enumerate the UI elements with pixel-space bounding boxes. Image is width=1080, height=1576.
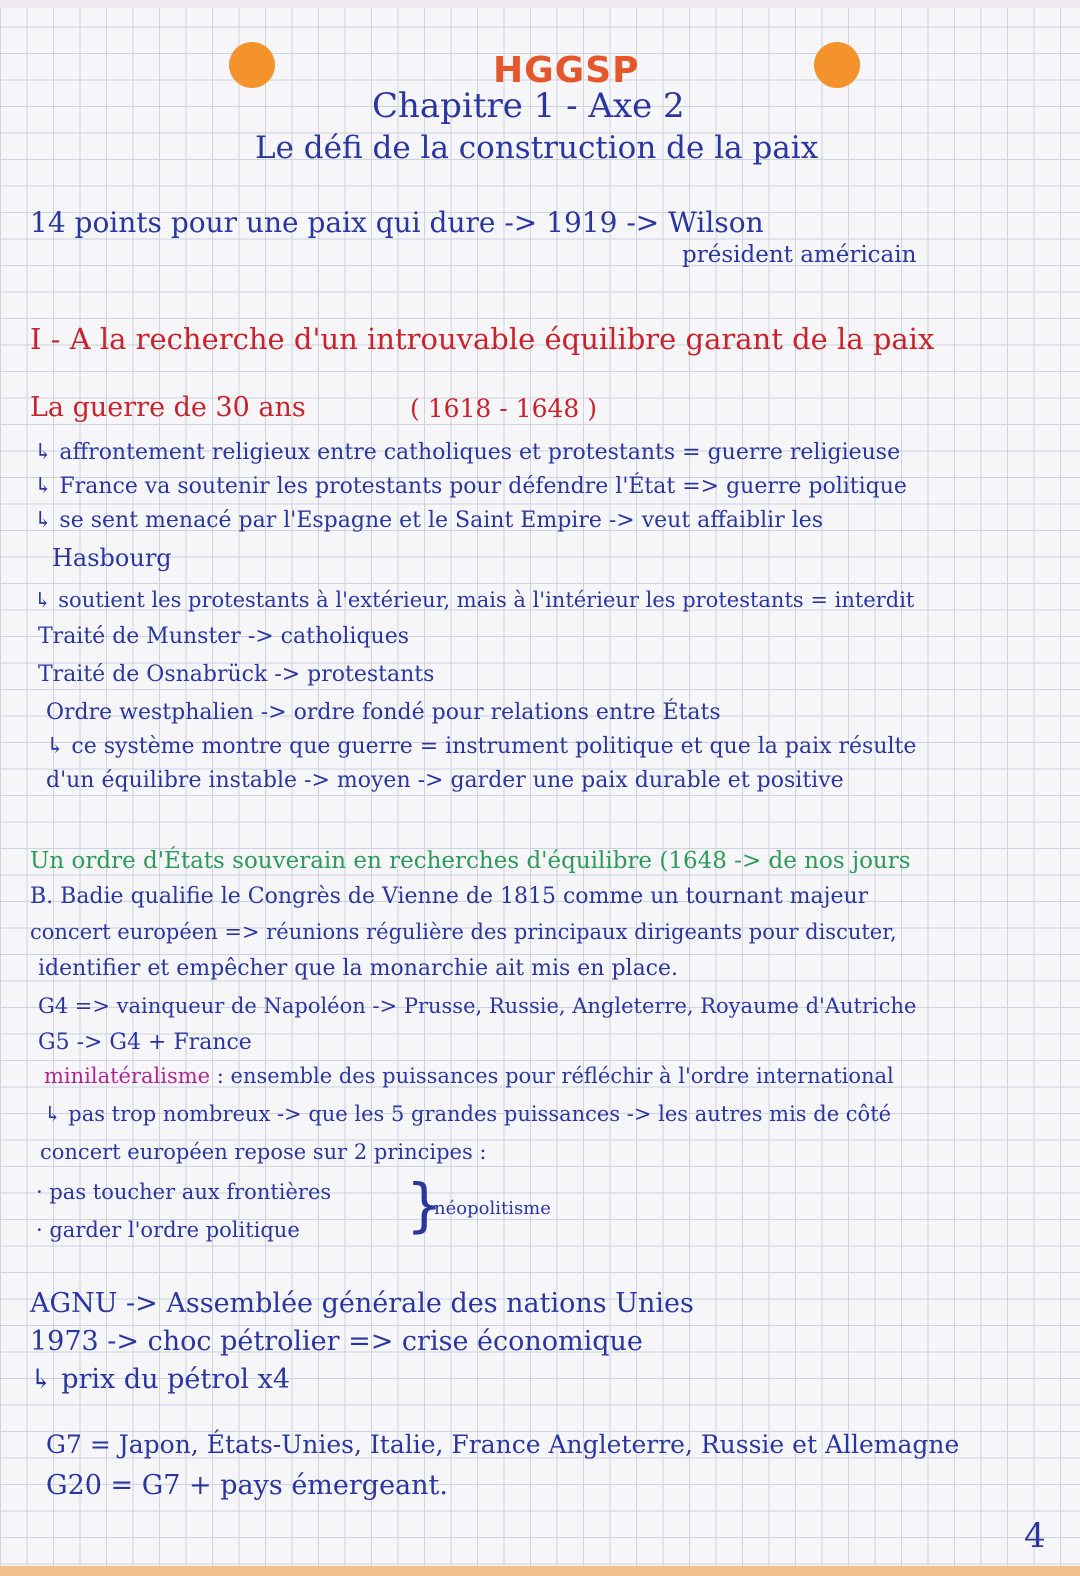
guerre-30-line-8: Ordre westphalien -> ordre fondé pour relations entre États — [46, 700, 721, 725]
guerre-30-line-7: Traité de Osnabrück -> protestants — [38, 662, 435, 687]
intro-line-2: président américain — [682, 242, 917, 268]
g7-line: G7 = Japon, États-Unies, Italie, France Angleterre, Russie et Allemagne — [46, 1430, 960, 1459]
page-top-edge — [0, 0, 1080, 8]
principle-2: · garder l'ordre politique — [36, 1218, 300, 1242]
guerre-30-dates: ( 1618 - 1648 ) — [410, 394, 597, 423]
chapter-title: Chapitre 1 - Axe 2 — [372, 86, 685, 126]
ordre-line-7: concert européen repose sur 2 principes : — [40, 1140, 487, 1164]
binder-hole-right — [814, 42, 860, 88]
ordre-line-2: concert européen => réunions régulière des principaux dirigeants pour discuter, — [30, 920, 897, 944]
ordre-line-5: G5 -> G4 + France — [38, 1030, 252, 1055]
minilateralisme-definition: : ensemble des puissances pour réfléchir à l'ordre international — [216, 1064, 894, 1088]
page-title: Le défi de la construction de la paix — [255, 130, 819, 166]
agnu-line: AGNU -> Assemblée générale des nations Unies — [30, 1288, 694, 1319]
intro-line-1: 14 points pour une paix qui dure -> 1919 -> Wilson — [30, 206, 764, 239]
choc-petrolier-line: 1973 -> choc pétrolier => crise économique — [30, 1326, 643, 1357]
binder-hole-left — [229, 42, 275, 88]
prix-petrol-line: ↳ prix du pétrol x4 — [30, 1364, 290, 1395]
page-number: 4 — [1024, 1516, 1046, 1556]
guerre-30-line-9: ↳ ce système montre que guerre = instrument politique et que la paix résulte — [46, 734, 917, 759]
minilateralisme-term: minilatéralisme — [44, 1064, 211, 1088]
principle-1: · pas toucher aux frontières — [36, 1180, 332, 1204]
guerre-30-line-6: Traité de Munster -> catholiques — [38, 624, 410, 649]
page-bottom-edge — [0, 1566, 1080, 1576]
g20-line: G20 = G7 + pays émergeant. — [46, 1470, 448, 1501]
ordre-line-1: B. Badie qualifie le Congrès de Vienne de 1815 comme un tournant majeur — [30, 884, 869, 909]
section-1-title: I - A la recherche d'un introuvable équilibre garant de la paix — [30, 322, 935, 356]
guerre-30-line-4: Hasbourg — [52, 544, 172, 572]
principles-label: néopolitisme — [434, 1198, 551, 1219]
principles-brace: } — [406, 1171, 443, 1239]
guerre-30-line-1: ↳ affrontement religieux entre catholiques et protestants = guerre religieuse — [34, 440, 901, 465]
minilateralisme-line — [44, 1064, 894, 1088]
guerre-30-line-5: ↳ soutient les protestants à l'extérieur, mais à l'intérieur les protestants = interdit — [34, 588, 915, 612]
ordre-heading: Un ordre d'États souverain en recherches d'équilibre (1648 -> de nos jours — [30, 848, 911, 874]
ordre-line-4: G4 => vainqueur de Napoléon -> Prusse, Russie, Angleterre, Royaume d'Autriche — [38, 994, 917, 1018]
guerre-30-heading: La guerre de 30 ans — [30, 392, 306, 423]
guerre-30-line-2: ↳ France va soutenir les protestants pour défendre l'État => guerre politique — [34, 474, 907, 499]
guerre-30-line-10: d'un équilibre instable -> moyen -> garder une paix durable et positive — [46, 768, 844, 793]
guerre-30-line-3: ↳ se sent menacé par l'Espagne et le Saint Empire -> veut affaiblir les — [34, 508, 824, 533]
subject-title: HGGSP — [493, 50, 640, 91]
ordre-line-3: identifier et empêcher que la monarchie ait mis en place. — [38, 956, 679, 981]
ordre-line-6: ↳ pas trop nombreux -> que les 5 grandes puissances -> les autres mis de côté — [44, 1102, 892, 1126]
